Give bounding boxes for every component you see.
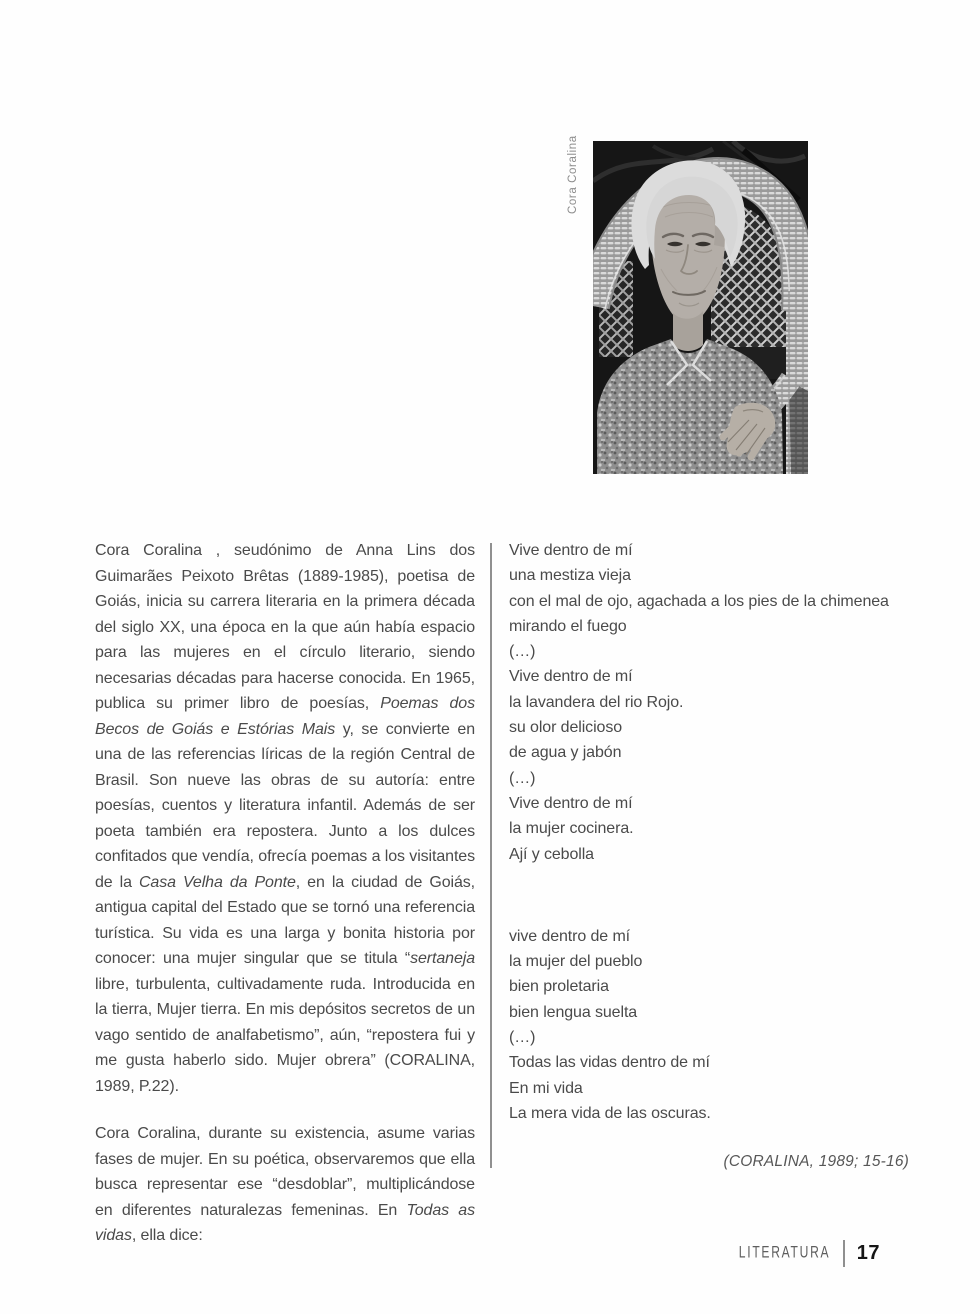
body-text: Cora Coralina, durante su existencia, asume varias fases de mujer. En su poética, observaremos que ella busca representar ese “desdoblar”, multiplicándose en diferentes naturalezas femeninas. En — [95, 1125, 475, 1219]
photo-illustration — [593, 141, 808, 474]
column-divider — [490, 543, 492, 1168]
footer-divider-bar — [843, 1240, 845, 1267]
poem-line: la lavandera del rio Rojo. — [509, 693, 684, 711]
section-label: LITERATURA — [739, 1243, 831, 1262]
cora-coralina-photo — [593, 141, 808, 474]
poem-line: la mujer cocinera. — [509, 820, 634, 838]
poem-line: Ají y cebolla — [509, 845, 594, 863]
italic-title-text: sertaneja — [410, 950, 475, 967]
poem-stanza-1 — [509, 538, 909, 867]
poem-line: Todas las vidas dentro de mí — [509, 1054, 710, 1072]
article-paragraph-2 — [95, 1121, 475, 1249]
italic-title-text: Poemas dos Becos de Goiás e Estórias Mais — [95, 695, 475, 738]
poem-line: (…) — [509, 643, 536, 661]
poem-line: bien lengua suelta — [509, 1003, 638, 1021]
poem-line: de agua y jabón — [509, 744, 622, 762]
italic-title-text: Todas as vidas — [95, 1201, 475, 1244]
italic-title-text: Casa Velha da Ponte — [138, 873, 296, 891]
poem-line: vive dentro de mí — [509, 927, 631, 945]
photo-credit-vertical: Cora Coralina — [567, 135, 579, 214]
body-text: y, se convierte en una de las referencias líricas de la región Central de Brasil. Son nueve las obras de su autoría: entre poesías, cuentos y literatura infantil. Además de ser poeta también era repostera. Junto a los dulces confitados que vendía, ofrecía poemas a los visitantes de la — [95, 720, 475, 891]
poem-line: (…) — [509, 769, 536, 787]
poem-citation: (CORALINA, 1989; 15-16) — [723, 1153, 909, 1171]
body-text: , en la ciudad de Goiás, antigua capital del Estado que se tornó una referencia turística. Su vida es una larga y bonita historia por conocer: una mujer singular que se titula “ — [95, 873, 475, 967]
poem-line: (…) — [509, 1029, 536, 1047]
poem-line: la mujer del pueblo — [509, 953, 643, 971]
poem-line: La mera vida de las oscuras. — [509, 1104, 711, 1122]
poem-line: mirando el fuego — [509, 617, 627, 635]
poem-line: Vive dentro de mí — [509, 542, 633, 559]
body-text: libre, turbulenta, cultivadamente ruda. Introducida en la tierra, Mujer tierra. En mis depósitos secretos de un vago sentido de analfabetismo”, aún, “repostera fui y me gusta haberlo sido. Mujer obrera” (CORALINA, 1989, P.22). — [95, 975, 475, 1095]
poem-line: Vive dentro de mí — [509, 668, 633, 686]
poem-line: con el mal de ojo, agachada a los pies de la chimenea — [509, 592, 889, 610]
poem-column — [509, 538, 909, 1175]
poem-line: Vive dentro de mí — [509, 794, 633, 812]
poem-line: bien proletaria — [509, 978, 609, 996]
article-column — [95, 538, 475, 1249]
body-text: Cora Coralina , seudónimo de Anna Lins dos Guimarães Peixoto Brêtas (1889-1985), poetisa de Goiás, inicia su carrera literaria en la primera década del siglo XX, una época en la que aún había espacio para las mujeres en el círculo literario, siendo necesarias décadas para hacerse conocida. En 1965, publica su primer libro de poesías, — [95, 542, 475, 712]
poem-line: su olor delicioso — [509, 719, 623, 737]
article-paragraph-1 — [95, 538, 475, 1099]
poem-line: una mestiza vieja — [509, 567, 631, 585]
page-footer — [713, 1238, 880, 1268]
poem-stanza-2 — [509, 924, 909, 1126]
poem-line: En mi vida — [509, 1079, 583, 1097]
body-text: , ella dice: — [131, 1227, 203, 1244]
page-number: 17 — [856, 1241, 880, 1264]
